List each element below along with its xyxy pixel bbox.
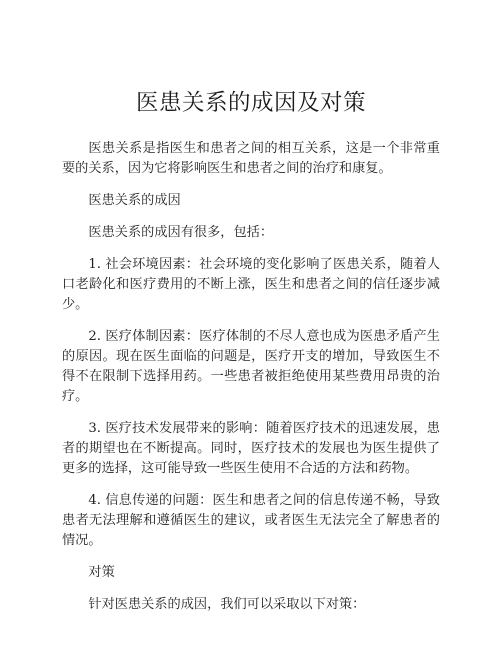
countermeasures-intro-paragraph: 针对医患关系的成因，我们可以采取以下对策： <box>88 597 366 612</box>
cause-item-system: 2. 医疗体制因素：医疗体制的不尽人意也成为医患矛盾产生的原因。现在医生面临的问题是，医疗开支的增加，导致医生不得不在限制下选择用药。一些患者被拒绝使用某些费用昂贵的治疗。 <box>62 329 440 404</box>
cause-item-technology: 3. 医疗技术发展带来的影响：随着医疗技术的迅速发展，患者的期望也在不断提高。同时，医疗技术的发展也为医生提供了更多的选择，这可能导致一些医生使用不合适的方法和药物。 <box>62 421 440 476</box>
document-title: 医患关系的成因及对策 <box>135 90 366 116</box>
section-heading-causes: 医患关系的成因 <box>88 193 181 208</box>
cause-item-social: 1. 社会环境因素：社会环境的变化影响了医患关系，随着人口老龄化和医疗费用的不断上涨，医生和患者之间的信任逐步减少。 <box>62 257 440 312</box>
cause-item-communication: 4. 信息传递的问题：医生和患者之间的信息传递不畅，导致患者无法理解和遵循医生的建议，或者医生无法完全了解患者的情况。 <box>62 493 440 548</box>
section-heading-countermeasures: 对策 <box>88 565 115 580</box>
intro-paragraph: 医患关系是指医生和患者之间的相互关系，这是一个非常重要的关系，因为它将影响医生和患者之间的治疗和康复。 <box>62 141 440 176</box>
causes-intro-paragraph: 医患关系的成因有很多，包括： <box>88 225 274 240</box>
